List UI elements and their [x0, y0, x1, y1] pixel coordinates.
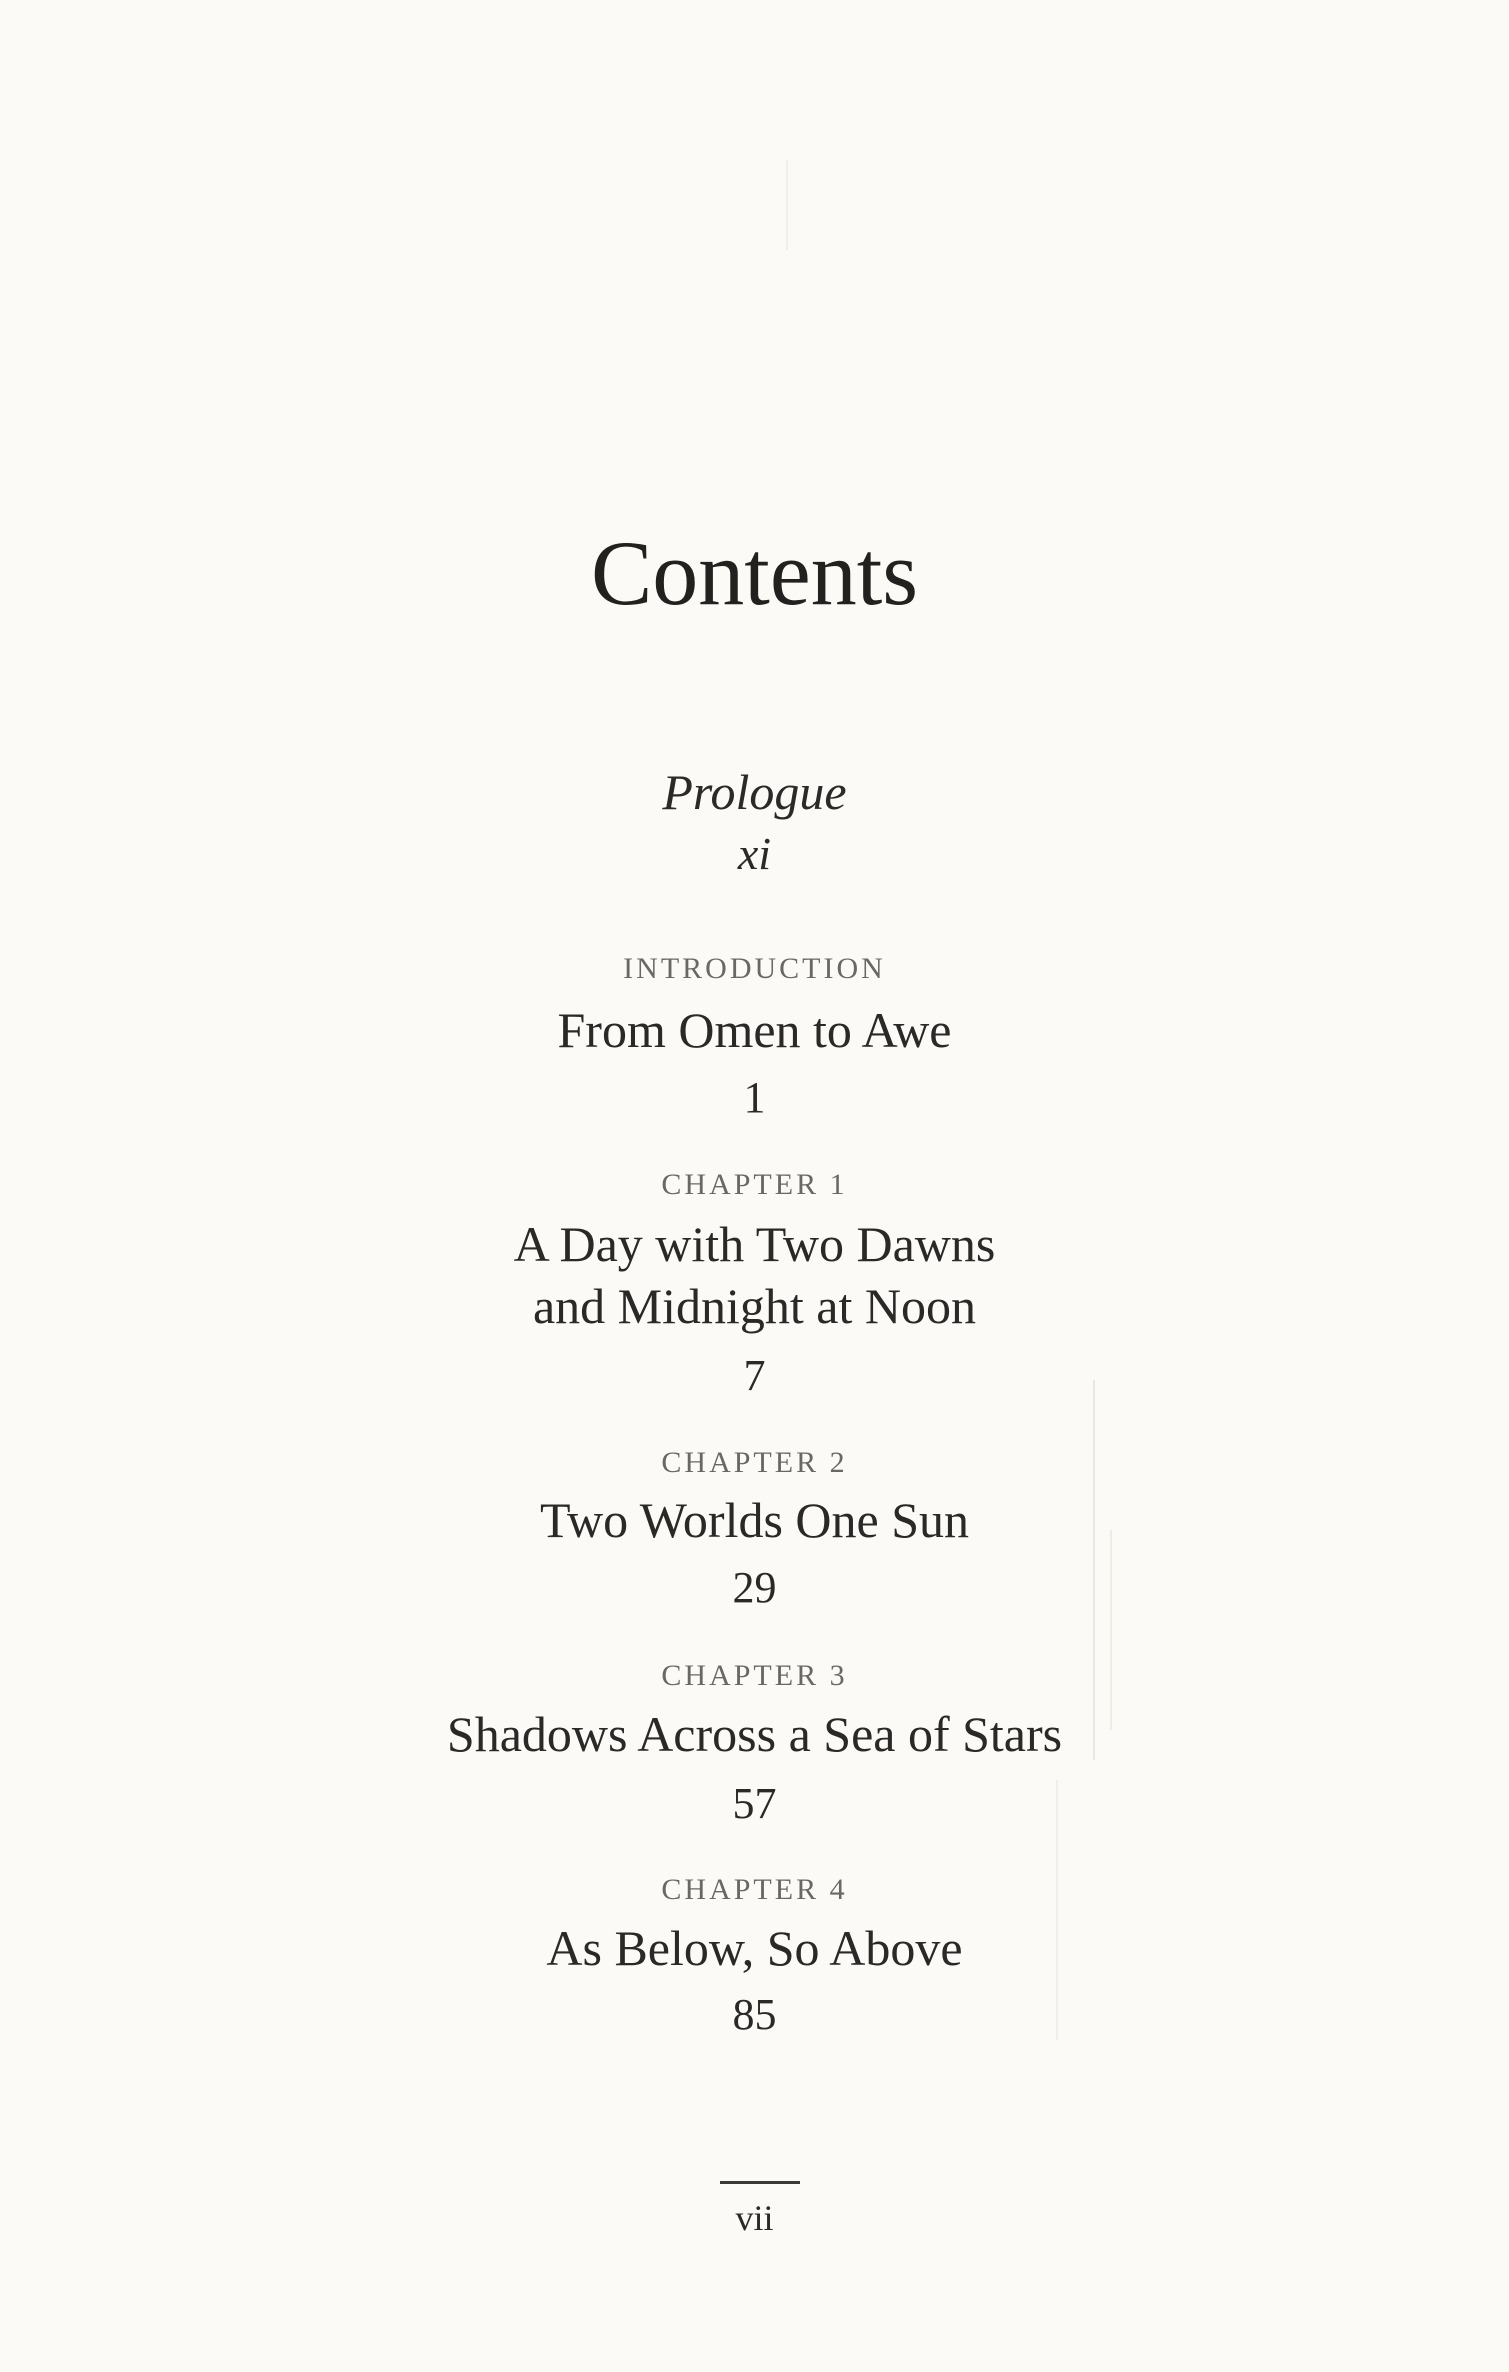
folio-rule: [720, 2181, 800, 2184]
chapter-1-page-number: 7: [743, 1351, 766, 1400]
chapter-1-title-line-1: A Day with Two Dawns: [513, 1216, 996, 1272]
prologue-page-number: xi: [737, 828, 772, 879]
chapter-2-label: CHAPTER 2: [661, 1446, 848, 1479]
chapter-3-label: CHAPTER 3: [661, 1659, 848, 1692]
chapter-4-title: As Below, So Above: [546, 1920, 963, 1976]
introduction-label: INTRODUCTION: [623, 952, 886, 985]
page-number: vii: [735, 2198, 774, 2238]
chapter-2-title: Two Worlds One Sun: [539, 1492, 970, 1548]
introduction-title: From Omen to Awe: [557, 1002, 952, 1058]
page-title: Contents: [590, 522, 919, 624]
introduction-page-number: 1: [743, 1073, 766, 1122]
chapter-1-title-line-2: and Midnight at Noon: [532, 1278, 977, 1334]
prologue-title: Prologue: [662, 764, 847, 820]
chapter-4-label: CHAPTER 4: [661, 1873, 848, 1906]
chapter-3-title: Shadows Across a Sea of Stars: [446, 1706, 1063, 1762]
chapter-1-label: CHAPTER 1: [661, 1168, 848, 1201]
chapter-2-page-number: 29: [732, 1563, 777, 1612]
chapter-4-page-number: 85: [732, 1990, 777, 2039]
chapter-3-page-number: 57: [732, 1779, 777, 1828]
scan-mark: [786, 160, 788, 250]
